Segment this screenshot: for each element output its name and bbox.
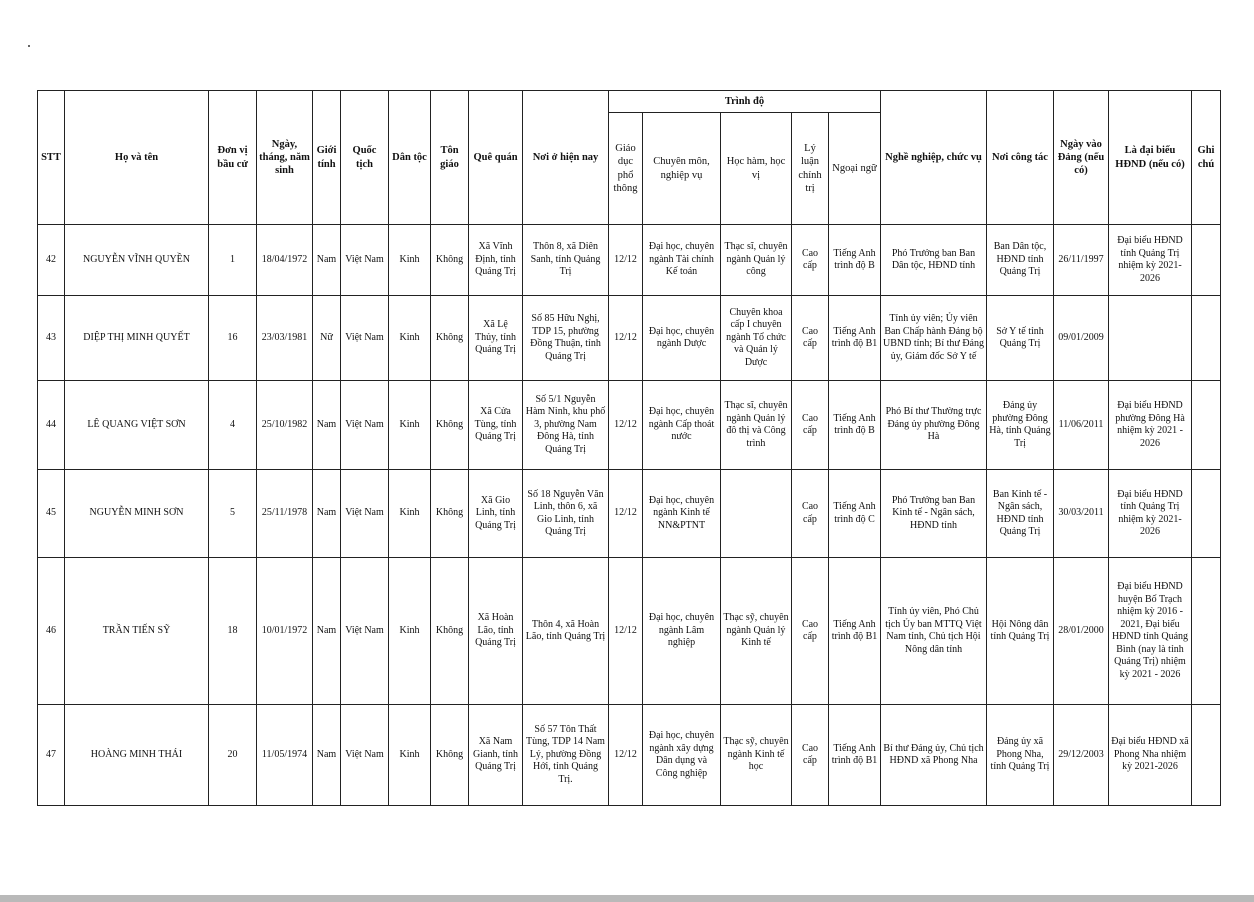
cell-dob: 23/03/1981 <box>257 296 313 381</box>
header-education-group: Trình độ <box>609 91 881 113</box>
cell-specialty: Đại học, chuyên ngành Kinh tế NN&PTNT <box>643 470 721 558</box>
cell-name: LÊ QUANG VIỆT SƠN <box>65 381 209 470</box>
cell-language: Tiếng Anh trình độ C <box>829 470 881 558</box>
cell-workplace: Sở Y tế tỉnh Quảng Trị <box>987 296 1054 381</box>
cell-nationality: Việt Nam <box>341 296 389 381</box>
cell-unit: 1 <box>209 225 257 296</box>
cell-name: DIỆP THỊ MINH QUYẾT <box>65 296 209 381</box>
cell-workplace: Ban Kinh tế - Ngân sách, HĐND tỉnh Quảng Trị <box>987 470 1054 558</box>
cell-workplace: Đảng ủy phường Đông Hà, tỉnh Quảng Trị <box>987 381 1054 470</box>
cell-occupation: Tỉnh ủy viên, Phó Chủ tịch Ủy ban MTTQ Việt Nam tỉnh, Chủ tịch Hội Nông dân tỉnh <box>881 558 987 705</box>
cell-residence: Số 57 Tôn Thất Tùng, TDP 14 Nam Lý, phường Đồng Hới, tỉnh Quảng Trị. <box>523 705 609 806</box>
cell-nationality: Việt Nam <box>341 381 389 470</box>
candidate-table <box>37 90 1221 806</box>
cell-party-date: 29/12/2003 <box>1054 705 1109 806</box>
cell-nationality: Việt Nam <box>341 225 389 296</box>
cell-notes <box>1192 381 1221 470</box>
cell-party-date: 30/03/2011 <box>1054 470 1109 558</box>
cell-specialty: Đại học, chuyên ngành Tài chính Kế toán <box>643 225 721 296</box>
header-name: Họ và tên <box>65 91 209 225</box>
cell-delegate: Đại biểu HĐND huyện Bố Trạch nhiệm kỳ 2016 - 2021, Đại biểu HĐND tỉnh Quảng Bình (nay là tỉnh Quảng Trị) nhiệm kỳ 2021 - 2026 <box>1109 558 1192 705</box>
header-gender: Giới tính <box>313 91 341 225</box>
cell-gender: Nam <box>313 470 341 558</box>
cell-occupation: Phó Trưởng ban Ban Dân tộc, HĐND tỉnh <box>881 225 987 296</box>
cell-unit: 16 <box>209 296 257 381</box>
cell-general-ed: 12/12 <box>609 470 643 558</box>
cell-general-ed: 12/12 <box>609 381 643 470</box>
cell-notes <box>1192 225 1221 296</box>
cell-hometown: Xã Gio Linh, tỉnh Quảng Trị <box>469 470 523 558</box>
cell-degree: Chuyên khoa cấp I chuyên ngành Tổ chức và Quản lý Dược <box>721 296 792 381</box>
cell-language: Tiếng Anh trình độ B1 <box>829 296 881 381</box>
header-delegate: Là đại biểu HĐND (nếu có) <box>1109 91 1192 225</box>
cell-name: TRẦN TIẾN SỸ <box>65 558 209 705</box>
cell-hometown: Xã Lệ Thủy, tỉnh Quảng Trị <box>469 296 523 381</box>
cell-politics: Cao cấp <box>792 558 829 705</box>
cell-specialty: Đại học, chuyên ngành xây dựng Dân dụng và Công nghiệp <box>643 705 721 806</box>
cell-ethnicity: Kinh <box>389 558 431 705</box>
cell-degree: Thạc sỹ, chuyên ngành Quản lý Kinh tế <box>721 558 792 705</box>
cell-occupation: Tỉnh ủy viên; Ủy viên Ban Chấp hành Đảng bộ UBND tỉnh; Bí thư Đảng ủy, Giám đốc Sở Y tế <box>881 296 987 381</box>
cell-language: Tiếng Anh trình độ B1 <box>829 558 881 705</box>
cell-language: Tiếng Anh trình độ B <box>829 225 881 296</box>
cell-delegate <box>1109 296 1192 381</box>
header-politics: Lý luận chính trị <box>792 113 829 225</box>
cell-dob: 11/05/1974 <box>257 705 313 806</box>
cell-degree: Thạc sỹ, chuyên ngành Kinh tế học <box>721 705 792 806</box>
cell-language: Tiếng Anh trình độ B <box>829 381 881 470</box>
cell-party-date: 28/01/2000 <box>1054 558 1109 705</box>
cell-religion: Không <box>431 558 469 705</box>
cell-hometown: Xã Hoàn Lão, tỉnh Quảng Trị <box>469 558 523 705</box>
header-notes: Ghi chú <box>1192 91 1221 225</box>
header-religion: Tôn giáo <box>431 91 469 225</box>
cell-notes <box>1192 470 1221 558</box>
table-row <box>38 705 1221 806</box>
cell-specialty: Đại học, chuyên ngành Lâm nghiệp <box>643 558 721 705</box>
table-row <box>38 381 1221 470</box>
cell-stt: 47 <box>38 705 65 806</box>
cell-name: HOÀNG MINH THÁI <box>65 705 209 806</box>
cell-religion: Không <box>431 225 469 296</box>
header-occupation: Nghề nghiệp, chức vụ <box>881 91 987 225</box>
cell-nationality: Việt Nam <box>341 558 389 705</box>
cell-degree: Thạc sĩ, chuyên ngành Quản lý đô thị và Công trình <box>721 381 792 470</box>
header-unit: Đơn vị bầu cử <box>209 91 257 225</box>
cell-religion: Không <box>431 296 469 381</box>
cell-politics: Cao cấp <box>792 705 829 806</box>
table-row <box>38 225 1221 296</box>
cell-party-date: 09/01/2009 <box>1054 296 1109 381</box>
cell-delegate: Đại biểu HĐND xã Phong Nha nhiệm kỳ 2021-2026 <box>1109 705 1192 806</box>
header-party-date: Ngày vào Đảng (nếu có) <box>1054 91 1109 225</box>
cell-residence: Thôn 4, xã Hoàn Lão, tỉnh Quảng Trị <box>523 558 609 705</box>
cell-politics: Cao cấp <box>792 296 829 381</box>
cell-nationality: Việt Nam <box>341 470 389 558</box>
table-row <box>38 296 1221 381</box>
cell-workplace: Hội Nông dân tỉnh Quảng Trị <box>987 558 1054 705</box>
header-general-ed: Giáo dục phổ thông <box>609 113 643 225</box>
cell-general-ed: 12/12 <box>609 296 643 381</box>
header-nationality: Quốc tịch <box>341 91 389 225</box>
cell-ethnicity: Kinh <box>389 296 431 381</box>
cell-hometown: Xã Vĩnh Định, tỉnh Quảng Trị <box>469 225 523 296</box>
cell-gender: Nam <box>313 381 341 470</box>
cell-notes <box>1192 296 1221 381</box>
cell-unit: 20 <box>209 705 257 806</box>
cell-workplace: Đảng ủy xã Phong Nha, tỉnh Quảng Trị <box>987 705 1054 806</box>
cell-gender: Nam <box>313 558 341 705</box>
cell-notes <box>1192 558 1221 705</box>
table-body <box>38 225 1221 806</box>
table-header <box>38 91 1221 225</box>
cell-residence: Số 18 Nguyễn Văn Linh, thôn 6, xã Gio Linh, tỉnh Quảng Trị <box>523 470 609 558</box>
header-stt: STT <box>38 91 65 225</box>
header-residence: Nơi ở hiện nay <box>523 91 609 225</box>
cell-delegate: Đại biểu HĐND phường Đông Hà nhiệm kỳ 2021 - 2026 <box>1109 381 1192 470</box>
header-workplace: Nơi công tác <box>987 91 1054 225</box>
cell-hometown: Xã Nam Gianh, tỉnh Quảng Trị <box>469 705 523 806</box>
cell-gender: Nam <box>313 705 341 806</box>
cell-ethnicity: Kinh <box>389 381 431 470</box>
cell-gender: Nam <box>313 225 341 296</box>
cell-unit: 5 <box>209 470 257 558</box>
header-specialty: Chuyên môn, nghiệp vụ <box>643 113 721 225</box>
cell-ethnicity: Kinh <box>389 705 431 806</box>
cell-ethnicity: Kinh <box>389 225 431 296</box>
table-row <box>38 558 1221 705</box>
cell-religion: Không <box>431 705 469 806</box>
cell-dob: 10/01/1972 <box>257 558 313 705</box>
cell-nationality: Việt Nam <box>341 705 389 806</box>
cell-dob: 25/11/1978 <box>257 470 313 558</box>
cell-specialty: Đại học, chuyên ngành Dược <box>643 296 721 381</box>
cell-stt: 43 <box>38 296 65 381</box>
cell-name: NGUYỄN MINH SƠN <box>65 470 209 558</box>
cell-party-date: 26/11/1997 <box>1054 225 1109 296</box>
table-row <box>38 470 1221 558</box>
header-hometown: Quê quán <box>469 91 523 225</box>
cell-residence: Số 5/1 Nguyễn Hàm Ninh, khu phố 3, phường Nam Đông Hà, tỉnh Quảng Trị <box>523 381 609 470</box>
cell-residence: Số 85 Hữu Nghị, TDP 15, phường Đồng Thuận, tỉnh Quảng Trị <box>523 296 609 381</box>
cell-stt: 45 <box>38 470 65 558</box>
header-dob: Ngày, tháng, năm sinh <box>257 91 313 225</box>
cell-ethnicity: Kinh <box>389 470 431 558</box>
cell-politics: Cao cấp <box>792 225 829 296</box>
scan-speck <box>28 45 30 47</box>
header-ethnicity: Dân tộc <box>389 91 431 225</box>
cell-gender: Nữ <box>313 296 341 381</box>
cell-delegate: Đại biểu HĐND tỉnh Quảng Trị nhiệm kỳ 2021-2026 <box>1109 225 1192 296</box>
cell-dob: 25/10/1982 <box>257 381 313 470</box>
cell-specialty: Đại học, chuyên ngành Cấp thoát nước <box>643 381 721 470</box>
cell-occupation: Bí thư Đảng ủy, Chủ tịch HĐND xã Phong Nha <box>881 705 987 806</box>
scan-bottom-edge <box>0 895 1254 902</box>
cell-unit: 4 <box>209 381 257 470</box>
cell-dob: 18/04/1972 <box>257 225 313 296</box>
cell-degree <box>721 470 792 558</box>
cell-occupation: Phó Trưởng ban Ban Kinh tế - Ngân sách, HĐND tỉnh <box>881 470 987 558</box>
cell-name: NGUYỄN VĨNH QUYỀN <box>65 225 209 296</box>
cell-religion: Không <box>431 470 469 558</box>
cell-degree: Thạc sĩ, chuyên ngành Quản lý công <box>721 225 792 296</box>
cell-politics: Cao cấp <box>792 381 829 470</box>
cell-general-ed: 12/12 <box>609 225 643 296</box>
cell-party-date: 11/06/2011 <box>1054 381 1109 470</box>
cell-general-ed: 12/12 <box>609 705 643 806</box>
cell-occupation: Phó Bí thư Thường trực Đảng ủy phường Đông Hà <box>881 381 987 470</box>
cell-language: Tiếng Anh trình độ B1 <box>829 705 881 806</box>
cell-stt: 42 <box>38 225 65 296</box>
cell-delegate: Đại biểu HĐND tỉnh Quảng Trị nhiệm kỳ 2021-2026 <box>1109 470 1192 558</box>
cell-hometown: Xã Cửa Tùng, tỉnh Quảng Trị <box>469 381 523 470</box>
header-language: Ngoại ngữ <box>829 113 881 225</box>
cell-general-ed: 12/12 <box>609 558 643 705</box>
cell-stt: 44 <box>38 381 65 470</box>
cell-notes <box>1192 705 1221 806</box>
cell-workplace: Ban Dân tộc, HĐND tỉnh Quảng Trị <box>987 225 1054 296</box>
cell-unit: 18 <box>209 558 257 705</box>
cell-religion: Không <box>431 381 469 470</box>
cell-politics: Cao cấp <box>792 470 829 558</box>
header-degree: Học hàm, học vị <box>721 113 792 225</box>
cell-stt: 46 <box>38 558 65 705</box>
cell-residence: Thôn 8, xã Diên Sanh, tỉnh Quảng Trị <box>523 225 609 296</box>
